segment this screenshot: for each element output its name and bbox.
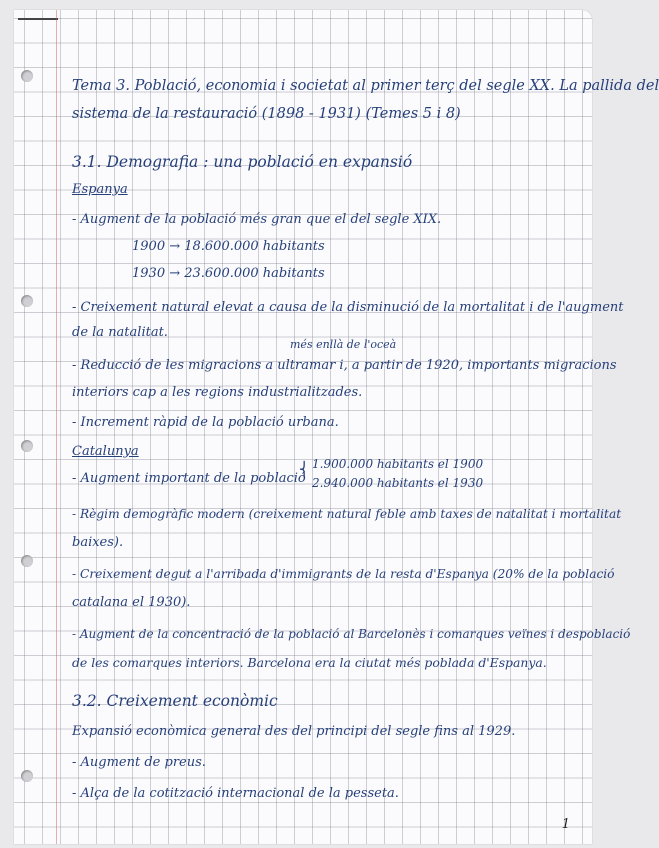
population-1900: 1900 → 18.600.000 habitants (132, 239, 325, 254)
binder-hole (21, 295, 33, 307)
notebook-page (14, 10, 659, 844)
title-line-1: Tema 3. Població, economia i societat al primer terç del segle XX. La pallida del (72, 78, 659, 94)
text-line: - Alça de la cotització internacional de la pesseta. (72, 786, 399, 801)
binder-hole (21, 770, 33, 782)
bracket-icon: ⎨ (299, 462, 310, 478)
text-line: - Augment de preus. (72, 755, 206, 770)
catalunya-pop-1930: 2.940.000 habitants el 1930 (312, 476, 484, 490)
text-line: Expansió econòmica general des del principi del segle fins al 1929. (72, 724, 516, 739)
margin-annotation: més enllà de l'oceà (290, 338, 397, 351)
text-line: de les comarques interiors. Barcelona era la ciutat més poblada d'Espanya. (72, 655, 547, 670)
text-line: - Augment de la població més gran que el del segle XIX. (72, 212, 442, 227)
text-line: interiors cap a les regions industrialitzades. (72, 385, 363, 400)
text-line: baixes). (72, 535, 124, 550)
subheading-catalunya: Catalunya (72, 444, 139, 459)
text-line: - Reducció de les migracions a ultramar i, a partir de 1920, importants migracions (72, 358, 617, 373)
text-line: - Règim demogràfic modern (creixement natural feble amb taxes de natalitat i mortalitat (72, 507, 622, 521)
binder-hole (21, 440, 33, 452)
pen-mark (18, 18, 58, 20)
binder-hole (21, 70, 33, 82)
margin-line (56, 10, 57, 844)
text-line: catalana el 1930). (72, 595, 191, 610)
section-heading-demografia: 3.1. Demografia : una població en expansió (72, 153, 413, 171)
text-line: - Augment de la concentració de la població al Barcelonès i comarques veïnes i despoblació (72, 627, 631, 641)
binder-hole (21, 555, 33, 567)
population-1930: 1930 → 23.600.000 habitants (132, 266, 325, 281)
page-number: 1 (561, 817, 570, 832)
text-line: - Augment important de la població (72, 471, 306, 486)
text-line: - Creixement natural elevat a causa de la disminució de la mortalitat i de l'augment (72, 300, 624, 315)
subheading-espanya: Espanya (72, 182, 128, 197)
section-heading-economia: 3.2. Creixement econòmic (72, 692, 278, 710)
text-line: - Creixement degut a l'arribada d'immigrants de la resta d'Espanya (20% de la població (72, 567, 615, 581)
text-line: de la natalitat. (72, 325, 168, 340)
text-line: - Increment ràpid de la població urbana. (72, 415, 339, 430)
catalunya-pop-1900: 1.900.000 habitants el 1900 (312, 457, 484, 471)
title-line-2: sistema de la restauració (1898 - 1931) (Temes 5 i 8) (72, 106, 461, 122)
